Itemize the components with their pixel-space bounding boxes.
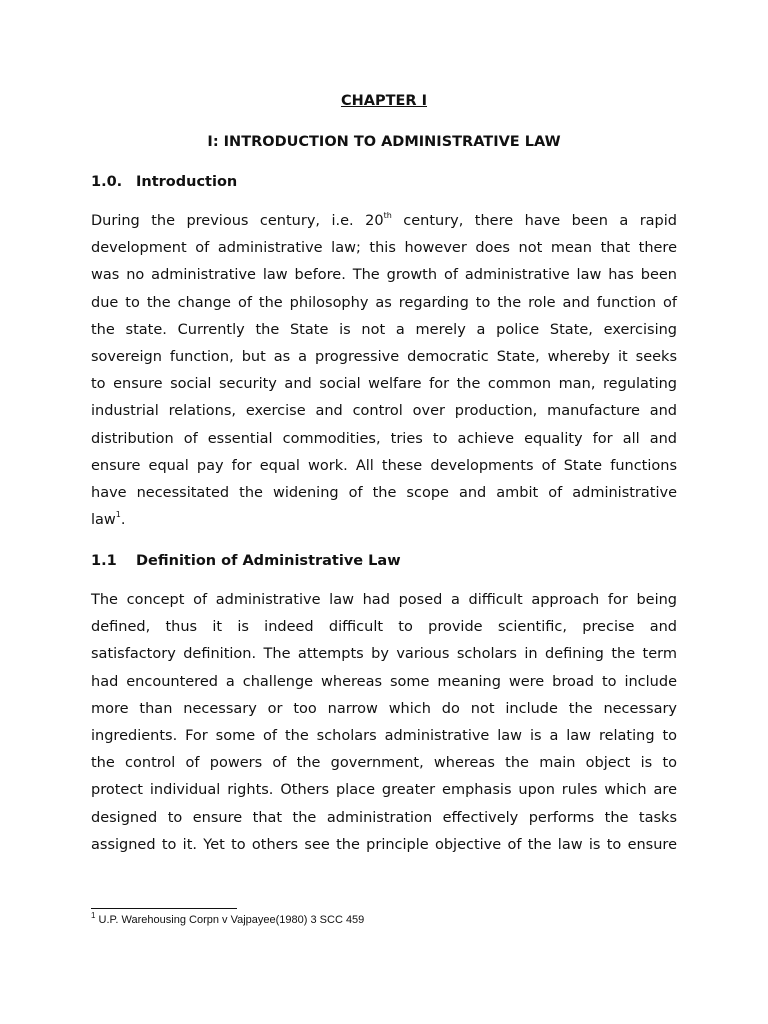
paragraph-line: ingredients. For some of the scholars administrative law is a law relating to [91, 728, 677, 745]
section-heading-definition [91, 552, 401, 570]
paragraph-line: the control of powers of the government, whereas the main object is to [91, 755, 677, 772]
section-title: Introduction [136, 174, 238, 190]
paragraph-line: defined, thus it is indeed difficult to provide scientific, precise and [91, 619, 677, 636]
paragraph-line: the state. Currently the State is not a merely a police State, exercising [91, 321, 677, 338]
paragraph-line: protect individual rights. Others place greater emphasis upon rules which are [91, 782, 677, 799]
chapter-title: I: INTRODUCTION TO ADMINISTRATIVE LAW [207, 134, 561, 150]
chapter-label: CHAPTER I [340, 93, 428, 109]
paragraph-line: to ensure social security and social welfare for the common man, regulating [91, 376, 677, 393]
footnote [91, 913, 364, 927]
paragraph-line: assigned to it. Yet to others see the principle objective of the law is to ensure [91, 836, 677, 853]
paragraph-line: have necessitated the widening of the scope and ambit of administrative [91, 485, 677, 502]
footnote-separator [91, 908, 237, 909]
paragraph-definition [91, 587, 677, 859]
paragraph-introduction [91, 208, 677, 534]
paragraph-line: due to the change of the philosophy as regarding to the role and function of [91, 294, 677, 311]
paragraph-line: had encountered a challenge whereas some meaning were broad to include [91, 673, 677, 690]
paragraph-line: distribution of essential commodities, tries to achieve equality for all and [91, 430, 677, 447]
paragraph-line: sovereign function, but as a progressive democratic State, whereby it seeks [91, 349, 677, 366]
paragraph-line: law$^1$. [91, 510, 126, 529]
paragraph-line: designed to ensure that the administration effectively performs the tasks [91, 809, 677, 826]
paragraph-line: development of administrative law; this however does not mean that there [91, 240, 677, 257]
superscript: th [383, 211, 392, 220]
footnote-text: U.P. Warehousing Corpn v Vajpayee(1980) 3 SCC 459 [98, 914, 365, 926]
paragraph-line: industrial relations, exercise and control over production, manufacture and [91, 403, 677, 420]
section-heading-introduction [91, 173, 237, 191]
footnote-marker: 1 [91, 911, 96, 920]
section-title: Definition of Administrative Law [136, 553, 401, 569]
paragraph-line: more than necessary or too narrow which do not include the necessary [91, 700, 677, 717]
section-number: 1.0. [91, 174, 123, 190]
paragraph-line: ensure equal pay for equal work. All these developments of State functions [91, 457, 677, 474]
paragraph-line: was no administrative law before. The growth of administrative law has been [91, 267, 677, 284]
section-number: 1.1 [91, 553, 117, 569]
paragraph-line: satisfactory definition. The attempts by various scholars in defining the term [91, 646, 677, 663]
paragraph-line: During the previous century, i.e. 20th century, there have been a rapid [91, 211, 677, 229]
paragraph-line: The concept of administrative law had posed a difficult approach for being [91, 592, 677, 608]
footnote-reference[interactable]: 1 [115, 510, 121, 520]
